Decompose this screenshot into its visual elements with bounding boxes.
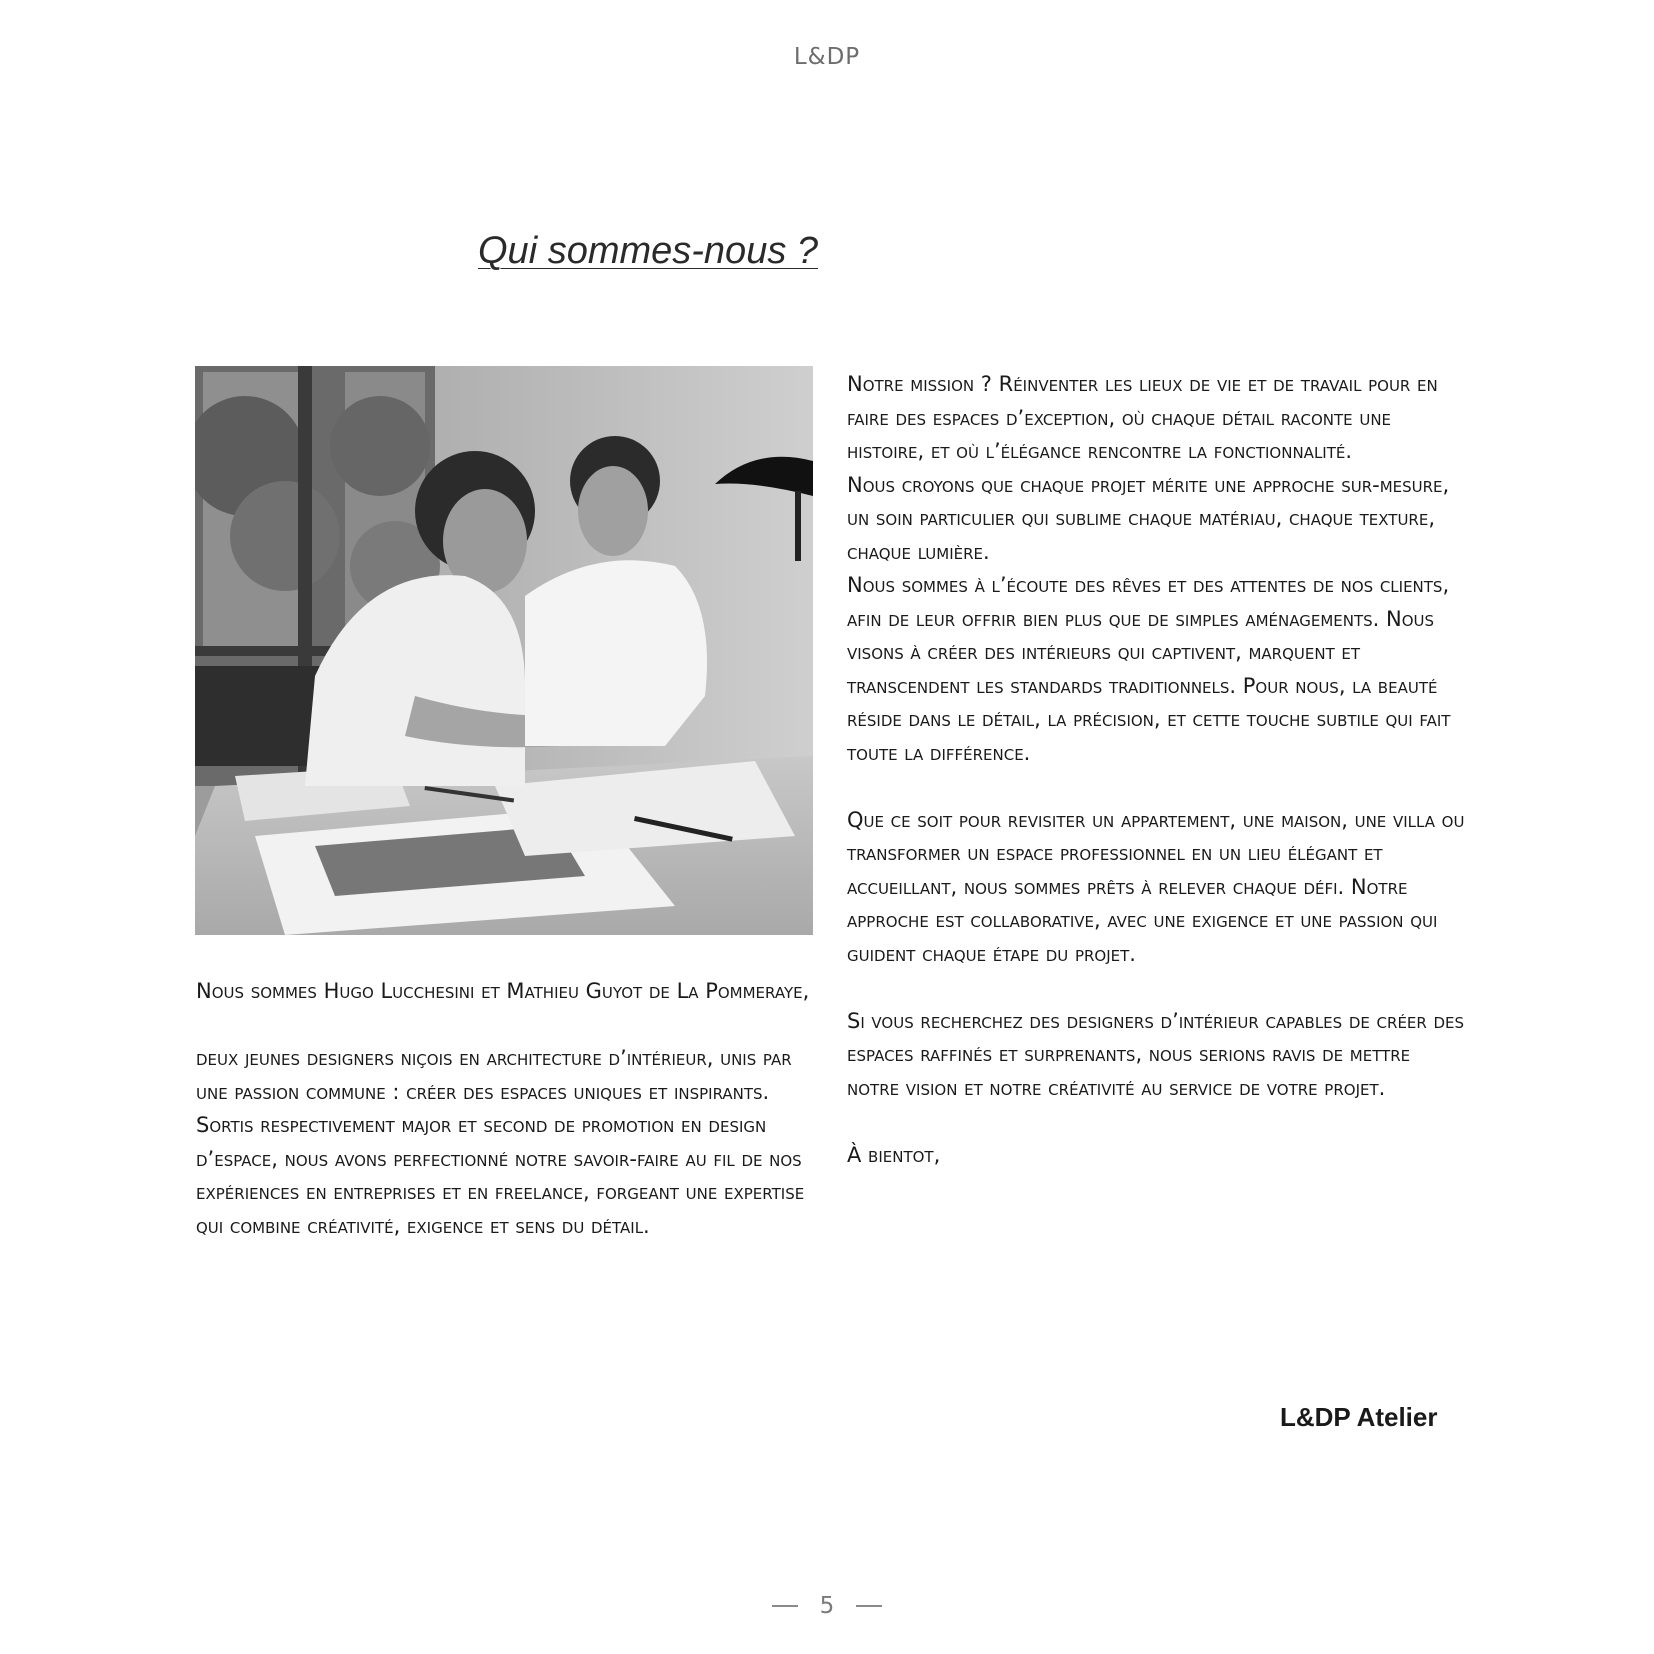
header-logo: L&DP xyxy=(793,44,861,70)
designers-photo xyxy=(195,366,813,935)
intro-bio: deux jeunes designers niçois en architecture d’intérieur, unis par une passion commune : créer des espaces uniques et inspirants. Sortis respectivement major et second de promotion en design d’espace, nous avons perfectionné notre savoir-faire au fil de nos expériences en entreprises et en freelance, forgeant une expertise qui combine créativité, exigence et sens du détail. xyxy=(196,1046,805,1238)
mission-text xyxy=(847,368,1467,1172)
closing-text: À bientot, xyxy=(847,1142,941,1167)
mission-paragraph-4: Que ce soit pour revisiter un appartement, une maison, une villa ou transformer un espace professionnel en un lieu élégant et accueillant, nous sommes prêts à relever chaque défi. Notre approche est collaborative, avec une exigence et une passion qui guident chaque étape du projet. xyxy=(847,807,1465,966)
mission-paragraph-5: Si vous recherchez des designers d’intérieur capables de créer des espaces raffinés et surprenants, nous serions ravis de mettre notre vision et notre créativité au service de votre projet. xyxy=(847,1008,1465,1100)
mission-paragraph-2: Nous croyons que chaque projet mérite une approche sur-mesure, un soin particulier qui sublime chaque matériau, chaque texture, chaque lumière. xyxy=(847,472,1450,564)
page-number: 5 xyxy=(819,1593,835,1619)
footer-dash-left xyxy=(772,1605,798,1607)
page-footer xyxy=(0,1588,1654,1624)
page-title: Qui sommes-nous ? xyxy=(478,230,819,272)
intro-names: Nous sommes Hugo Lucchesini et Mathieu Guyot de La Pommeraye, xyxy=(196,979,810,1003)
mission-block-1 xyxy=(847,368,1467,770)
intro-text xyxy=(196,975,816,1243)
mission-paragraph-1: Notre mission ? Réinventer les lieux de vie et de travail pour en faire des espaces d’exception, où chaque détail raconte une histoire, et où l’élégance rencontre la fonctionnalité. xyxy=(847,372,1438,463)
mission-paragraph-3: Nous sommes à l’écoute des rêves et des attentes de nos clients, afin de leur offrir bien plus que de simples aménagements. Nous visons à créer des intérieurs qui captivent, marquent et transcendent les standards traditionnels. Pour nous, la beauté réside dans le détail, la précision, et cette touche subtile qui fait toute la différence. xyxy=(847,573,1451,765)
designers-photo-icon xyxy=(195,366,813,935)
footer-dash-right xyxy=(856,1605,882,1607)
signature: L&DP Atelier xyxy=(1280,1402,1438,1432)
